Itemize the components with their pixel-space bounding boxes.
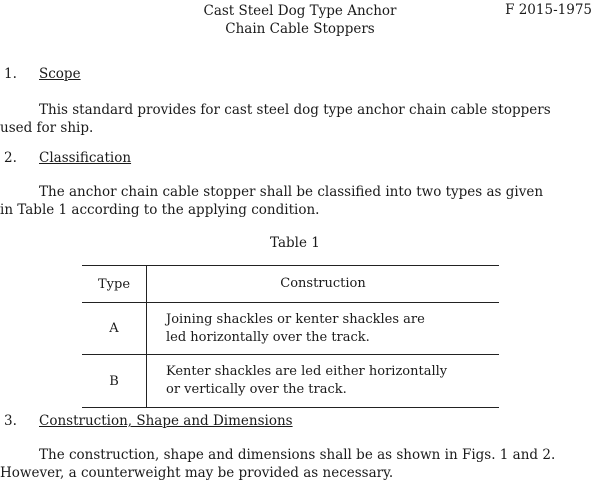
table-header-row (82, 266, 499, 303)
section-1-heading: Scope (39, 66, 81, 82)
column-header-construction: Construction (147, 266, 500, 303)
table-1-caption: Table 1 (270, 235, 320, 251)
section-3-heading: Construction, Shape and Dimensions (39, 413, 293, 429)
construction-line-1: Joining shackles or kenter shackles are (166, 311, 425, 327)
construction-cell (147, 355, 500, 408)
title-line-1: Cast Steel Dog Type Anchor (203, 3, 397, 19)
construction-line-2: led horizontally over the track. (166, 329, 370, 345)
section-1-para-line-2: used for ship. (0, 120, 94, 136)
section-3-para-line-2: However, a counterweight may be provided as necessary. (0, 465, 394, 481)
section-1-number: 1. (4, 66, 17, 82)
construction-cell (147, 303, 500, 355)
table-1 (82, 265, 499, 408)
title-line-2: Chain Cable Stoppers (225, 21, 375, 37)
type-cell: A (82, 303, 147, 355)
section-3-number: 3. (4, 413, 17, 429)
section-2-heading: Classification (39, 150, 132, 166)
construction-line-1: Kenter shackles are led either horizontally (166, 364, 448, 379)
section-1-para-line-1: This standard provides for cast steel dog type anchor chain cable stoppers (39, 102, 551, 118)
type-cell: B (82, 355, 147, 408)
section-2-number: 2. (4, 150, 17, 166)
section-3-para-line-1: The construction, shape and dimensions shall be as shown in Figs. 1 and 2. (39, 447, 556, 463)
table-row (82, 355, 499, 408)
table-row (82, 303, 499, 355)
standard-number: F 2015-1975 (505, 2, 592, 18)
column-header-type: Type (82, 266, 147, 303)
section-2-para-line-2: in Table 1 according to the applying condition. (0, 202, 320, 218)
construction-line-2: or vertically over the track. (166, 382, 347, 397)
section-2-para-line-1: The anchor chain cable stopper shall be classified into two types as given (39, 184, 544, 200)
